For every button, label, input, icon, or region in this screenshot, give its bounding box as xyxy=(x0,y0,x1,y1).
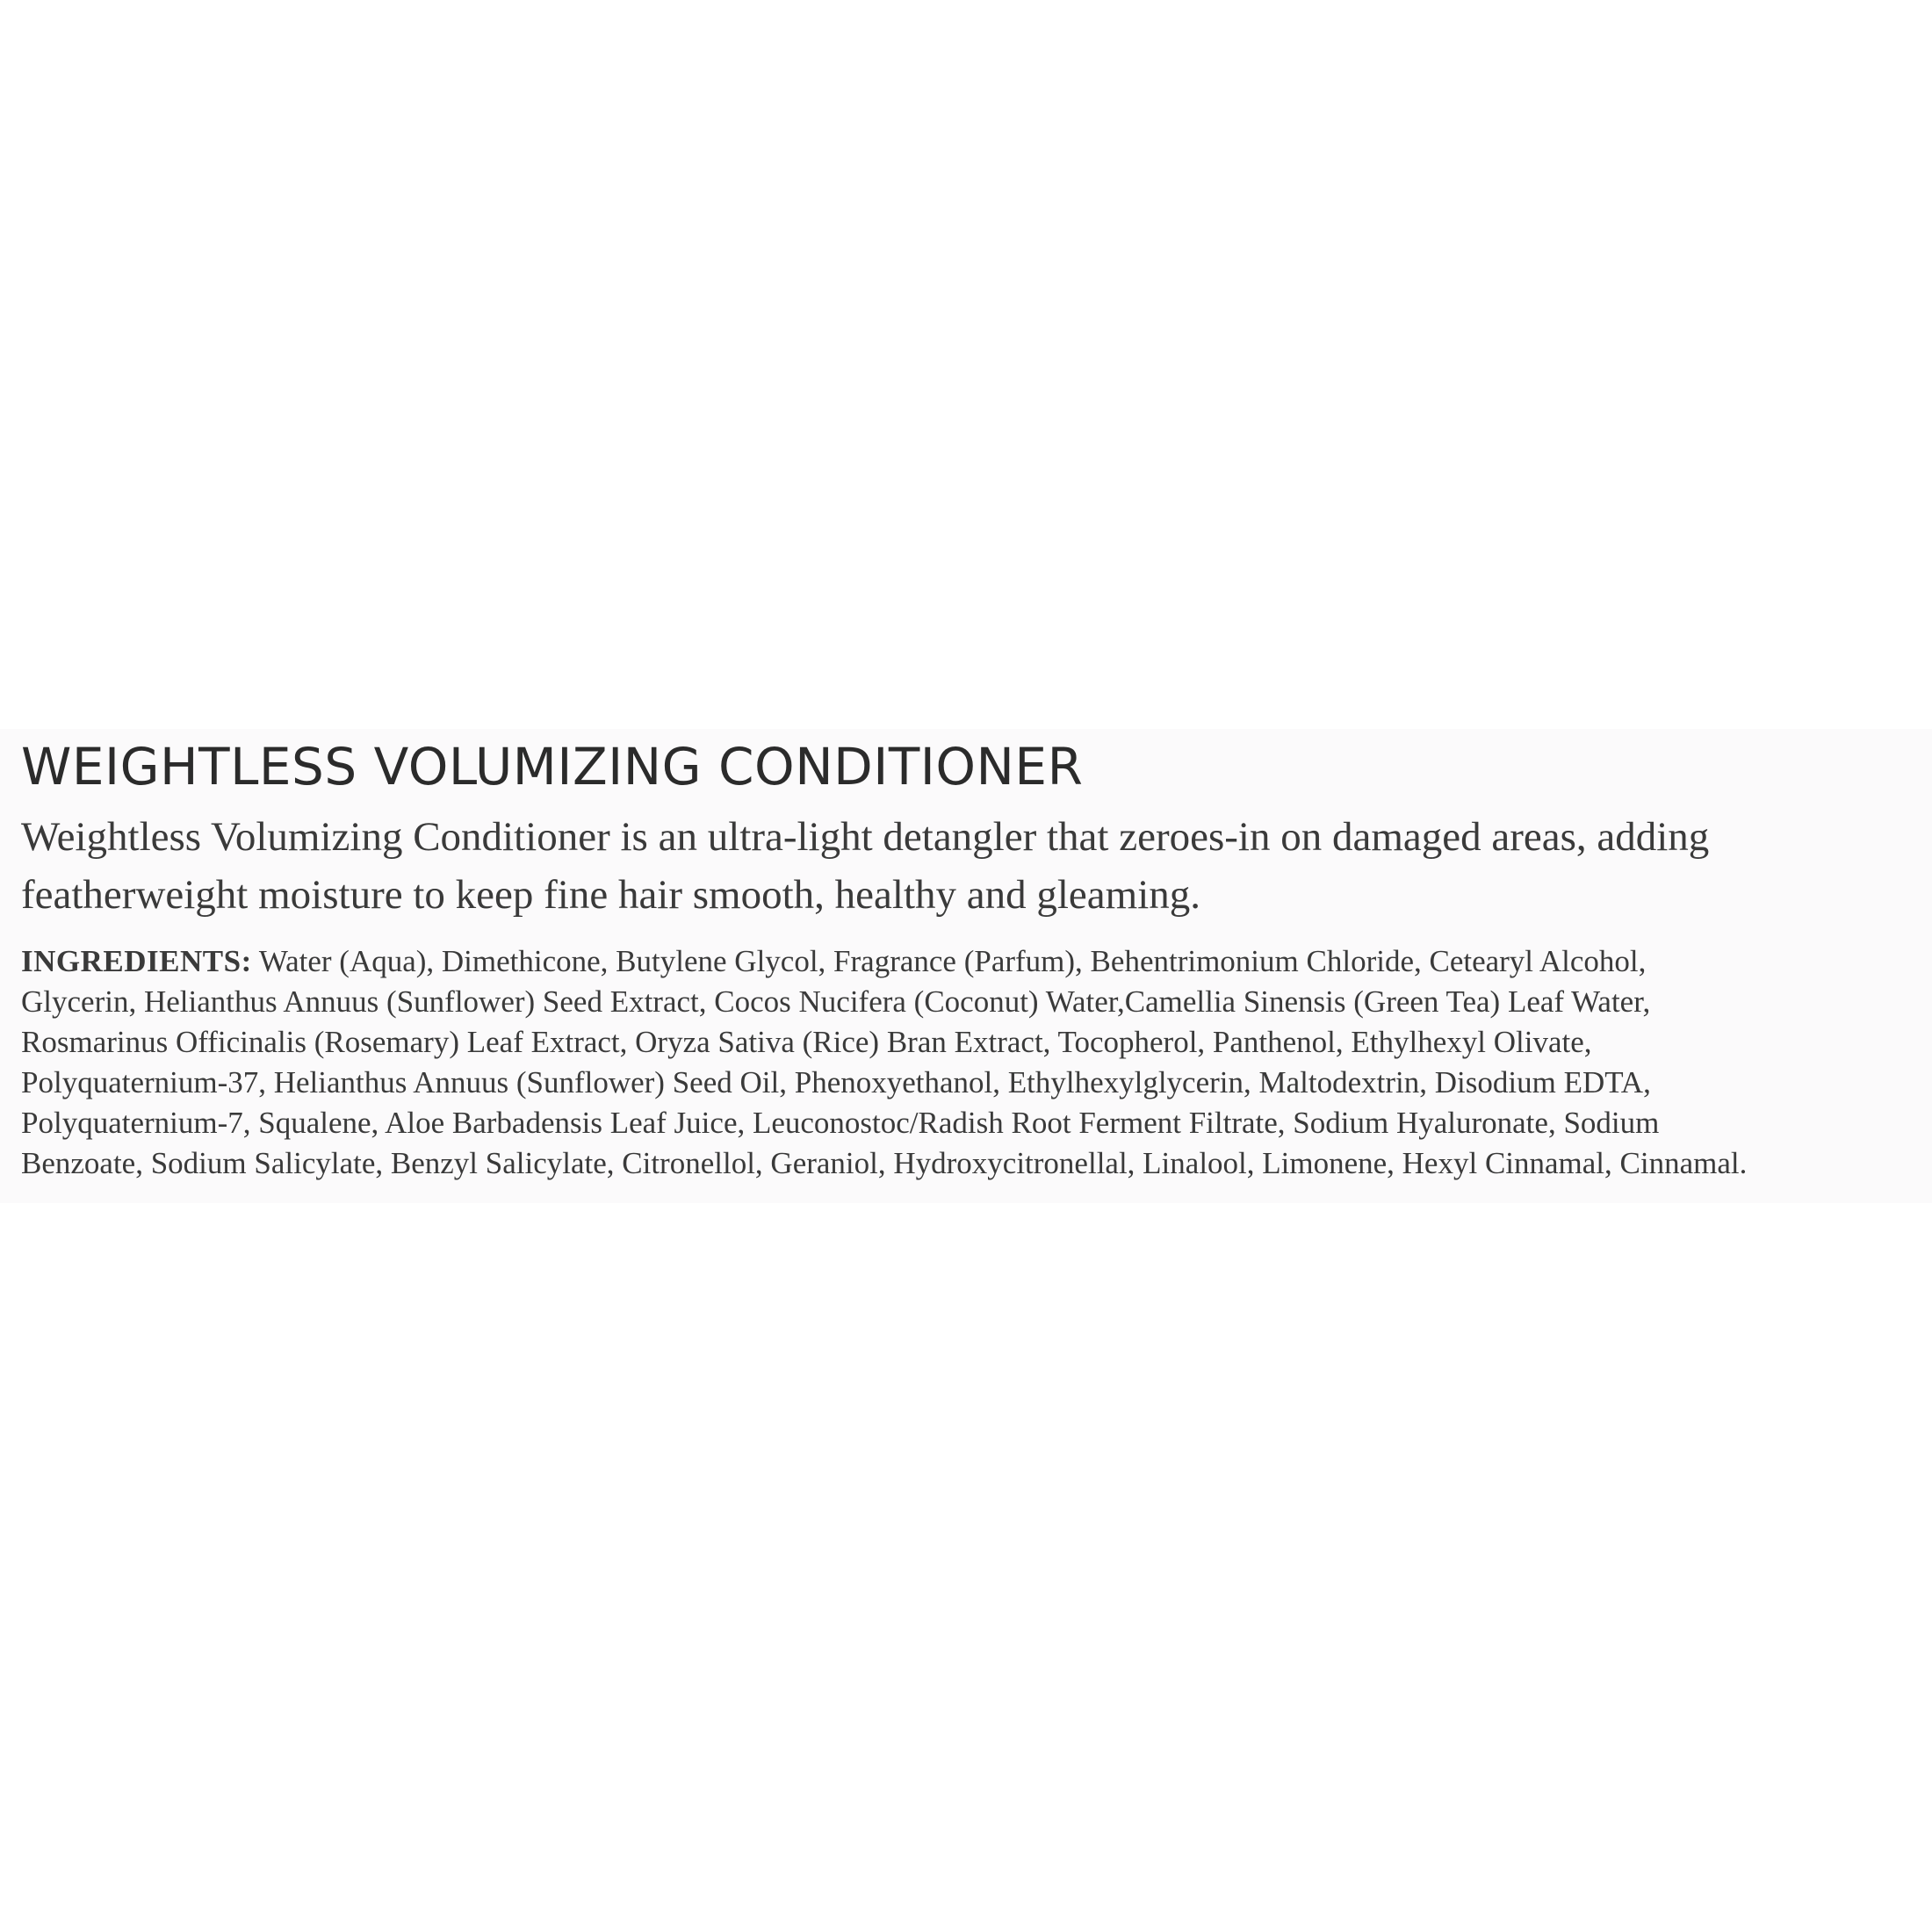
ingredients-line xyxy=(21,941,1918,982)
description-line: Weightless Volumizing Conditioner is an ultra-light detangler that zeroes-in on damaged areas, adding xyxy=(21,814,1710,860)
ingredients-label: INGREDIENTS: xyxy=(21,944,252,978)
ingredients-line: Polyquaternium-7, Squalene, Aloe Barbadensis Leaf Juice, Leuconostoc/Radish Root Ferment Filtrate, Sodium Hyaluronate, Sodium xyxy=(21,1106,1660,1140)
ingredients-line: Rosmarinus Officinalis (Rosemary) Leaf Extract, Oryza Sativa (Rice) Bran Extract, Tocopherol, Panthenol, Ethylhexyl Olivate, xyxy=(21,1025,1592,1059)
ingredients-text: Water (Aqua), Dimethicone, Butylene Glycol, Fragrance (Parfum), Behentrimonium Chloride, Cetearyl Alcohol, xyxy=(251,944,1647,978)
ingredients-line: Glycerin, Helianthus Annuus (Sunflower) Seed Extract, Cocos Nucifera (Coconut) Water,Camellia Sinensis (Green Tea) Leaf Water, xyxy=(21,984,1651,1019)
product-description xyxy=(21,808,1918,924)
product-title: WEIGHTLESS VOLUMIZING CONDITIONER xyxy=(21,737,1084,797)
description-line: featherweight moisture to keep fine hair smooth, healthy and gleaming. xyxy=(21,872,1201,918)
ingredients-line: Benzoate, Sodium Salicylate, Benzyl Salicylate, Citronellol, Geraniol, Hydroxycitronellal, Linalool, Limonene, Hexyl Cinnamal, Cinnamal. xyxy=(21,1146,1748,1180)
ingredients-line: Polyquaternium-37, Helianthus Annuus (Sunflower) Seed Oil, Phenoxyethanol, Ethylhexylglycerin, Maltodextrin, Disodium EDTA, xyxy=(21,1065,1651,1099)
ingredients-list xyxy=(21,941,1918,1184)
